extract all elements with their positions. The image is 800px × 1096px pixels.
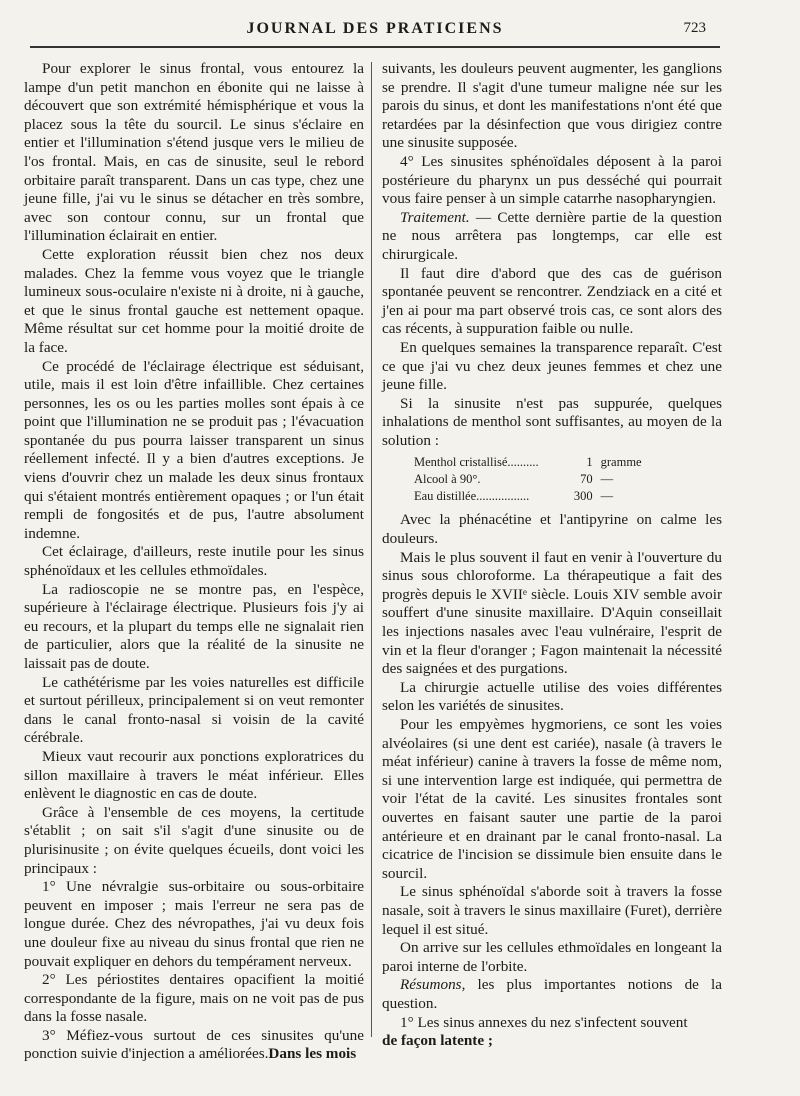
paragraph: Mieux vaut recourir aux ponctions exploratrices du sillon maxillaire à travers le méat inférieur. Elles enlèvent le diagnostic en cas de doute. — [24, 747, 364, 803]
prescription-table — [410, 454, 675, 505]
paragraph: Il faut dire d'abord que des cas de guérison spontanée peuvent se rencontrer. Zendziack en a cité et j'en ai pour ma part observé trois cas, ce sont alors des cas récents, à suppuration faible ou nulle. — [382, 264, 722, 338]
unit: gramme — [600, 455, 642, 470]
paragraph: Cette exploration réussit bien chez nos deux malades. Chez la femme vous voyez que le triangle lumineux sous-oculaire n'existe ni à droite, ni à gauche, et que le sinus frontal gauche est nettement opaque. Même résultat sur cet homme pour la moitié droite de la face. — [24, 245, 364, 356]
paragraph: En quelques semaines la transparence reparaît. C'est ce que j'ai vu chez deux jeunes femmes et chez une jeune fille. — [382, 338, 722, 394]
paragraph: 1° Une névralgie sus-orbitaire ou sous-orbitaire peuvent en imposer ; mais l'erreur ne sera pas de longue durée. Chez des névropathes, j'ai vu deux fois une douleur fixe au niveau du sinus frontal que rien ne pouvait expliquer en dehors du tempérament nerveux. — [24, 878, 364, 970]
ingredient: Alcool à 90°. — [414, 472, 481, 487]
paragraph: La radioscopie ne se montre pas, en l'espèce, supérieure à l'éclairage électrique. Plusieurs fois j'y ai eu recours, et la plupart du temps elle ne signalait rien de particulier, alors que la réalité de la sinusite ne laissait pas de doute. — [24, 580, 364, 672]
paragraph: Mais le plus souvent il faut en venir à l'ouverture du sinus sous chloroforme. La thérapeutique a fait des progrès depuis le XVIIᵉ siècle. Louis XIV semble avoir souffert d'une sinusite maxillaire. D'Aquin conseillait les injections nasales avec l'eau vulnéraire, l'esprit de vin et la fleur d'oranger ; Fagon maintenait la nécessité des saignées et des purgations. — [382, 548, 722, 678]
quantity: 70 — [580, 472, 593, 487]
prescription-row — [410, 488, 675, 505]
bold-continuation: Dans les mois — [268, 1045, 357, 1063]
paragraph — [382, 976, 722, 1013]
paragraph-text: , les plus importantes notions de la question. — [382, 976, 722, 1012]
paragraph-text: 3° Méfiez-vous surtout de ces sinusites qu'une ponction suivie d'injection a améliorées. — [24, 1026, 364, 1063]
header-rule — [30, 46, 720, 48]
column-divider — [371, 62, 372, 1037]
quantity: 1 — [586, 455, 593, 470]
paragraph — [24, 1027, 364, 1064]
unit: — — [600, 472, 614, 487]
paragraph: Pour les empyèmes hygmoriens, ce sont les voies alvéolaires (si une dent est cariée), nasale (à travers le méat inférieur) canine à travers la fosse de même nom, si une intervention large est indiquée, qui permettra de voir l'état de la cavité. Les sinusites frontales sont ouvertes en faisant sauter une partie de la paroi antérieure et en drainant par le canal fronto-nasal. La cicatrice de l'incision se dissimule bien ensuite dans le sourcil. — [382, 716, 722, 882]
running-title: JOURNAL DES PRATICIENS — [246, 20, 504, 37]
bold-continuation: de façon latente ; — [382, 1032, 493, 1050]
unit: — — [600, 489, 614, 504]
paragraph: Grâce à l'ensemble de ces moyens, la certitude s'établit ; on sait s'il s'agit d'une sinusite ou de plurisinusite ; on évite quelques écueils, dont voici les principaux : — [24, 803, 364, 877]
paragraph-text: 1° Les sinus annexes du nez s'infectent souvent — [400, 1013, 688, 1031]
paragraph: Pour explorer le sinus frontal, vous entourez la lampe d'un petit manchon en ébonite qui ne laisse à découvert que son extrémité hémisphérique et vous la placez sous la tête du sourcil. Le sinus s'éclaire en entier et l'illumination s'étend jusque vers le milieu de l'os frontal. Mais, en cas de sinusite, seul le rebord orbitaire paraît transparent. Dans un cas type, chez une jeune fille, j'ai vu le sinus se détacher en très sombre, avec son contour connu, sur un frontal que l'illumination éclairait en entier. — [24, 60, 364, 245]
paragraph: On arrive sur les cellules ethmoïdales en longeant la paroi interne de l'orbite. — [382, 939, 722, 975]
paragraph: La chirurgie actuelle utilise des voies différentes selon les variétés de sinusites. — [382, 678, 722, 715]
paragraph: Cet éclairage, d'ailleurs, reste inutile pour les sinus sphénoïdaux et les cellules ethmoïdales. — [24, 543, 364, 580]
paragraph — [382, 209, 722, 265]
page-number: 723 — [683, 20, 706, 36]
paragraph-text: — Cette dernière partie de la question ne nous arrêtera pas longtemps, car elle est chirurgicale. — [382, 208, 722, 263]
prescription-row — [410, 471, 675, 488]
right-column — [382, 60, 722, 1051]
left-column — [24, 60, 364, 1064]
paragraph: 2° Les périostites dentaires opacifient la moitié correspondante de la figure, mais on ne voit pas de pus dans la fosse nasale. — [24, 971, 364, 1026]
quantity: 300 — [573, 489, 593, 504]
section-heading-treatment: Traitement. — [400, 208, 470, 226]
paragraph: Le sinus sphénoïdal s'aborde soit à travers la fosse nasale, soit à travers le sinus maxillaire (Furet), derrière lequel il est situé. — [382, 883, 722, 938]
paragraph: Ce procédé de l'éclairage électrique est séduisant, utile, mais il est loin d'être infaillible. Chez certaines personnes, les os ou les parties molles sont épais à ce point que l'illumination ne se produit pas ; l'évacuation spontanée du pus pourra laisser transparent un sinus réellement infecté. Il y a bien d'autres exceptions. Je viens d'ouvrir chez un malade les deux sinus frontaux qui s'étaient montrés entièrement opaques ; or l'un était rempli de fongosités et de pus, l'autre absolument indemne. — [24, 357, 364, 542]
paragraph: 4° Les sinusites sphénoïdales déposent à la paroi postérieure du pharynx un pus desséché qui pourrait vous faire penser à un simple catarrhe nasopharyngien. — [382, 152, 722, 208]
paragraph: Le cathétérisme par les voies naturelles est difficile et surtout périlleux, principalement si on veut remonter dans le canal fronto-nasal si voisin de la cavité cérébrale. — [24, 673, 364, 747]
prescription-row — [410, 454, 675, 471]
paragraph: suivants, les douleurs peuvent augmenter, les ganglions se prendre. Il s'agit d'une tumeur maligne née sur les parois du sinus, et dont les manifestations n'ont été que retardées par la désinfection que vous dirigiez contre une sinusite supposée. — [382, 60, 722, 152]
paragraph — [382, 1014, 722, 1051]
paragraph: Si la sinusite n'est pas suppurée, quelques inhalations de menthol sont suffisantes, au moyen de la solution : — [382, 394, 722, 449]
paragraph: Avec la phénacétine et l'antipyrine on calme les douleurs. — [382, 511, 722, 548]
ingredient: Eau distillée................. — [414, 489, 530, 504]
ingredient: Menthol cristallisé.......... — [414, 455, 539, 470]
page-header — [30, 18, 720, 44]
section-heading-summary: Résumons — [400, 976, 462, 994]
